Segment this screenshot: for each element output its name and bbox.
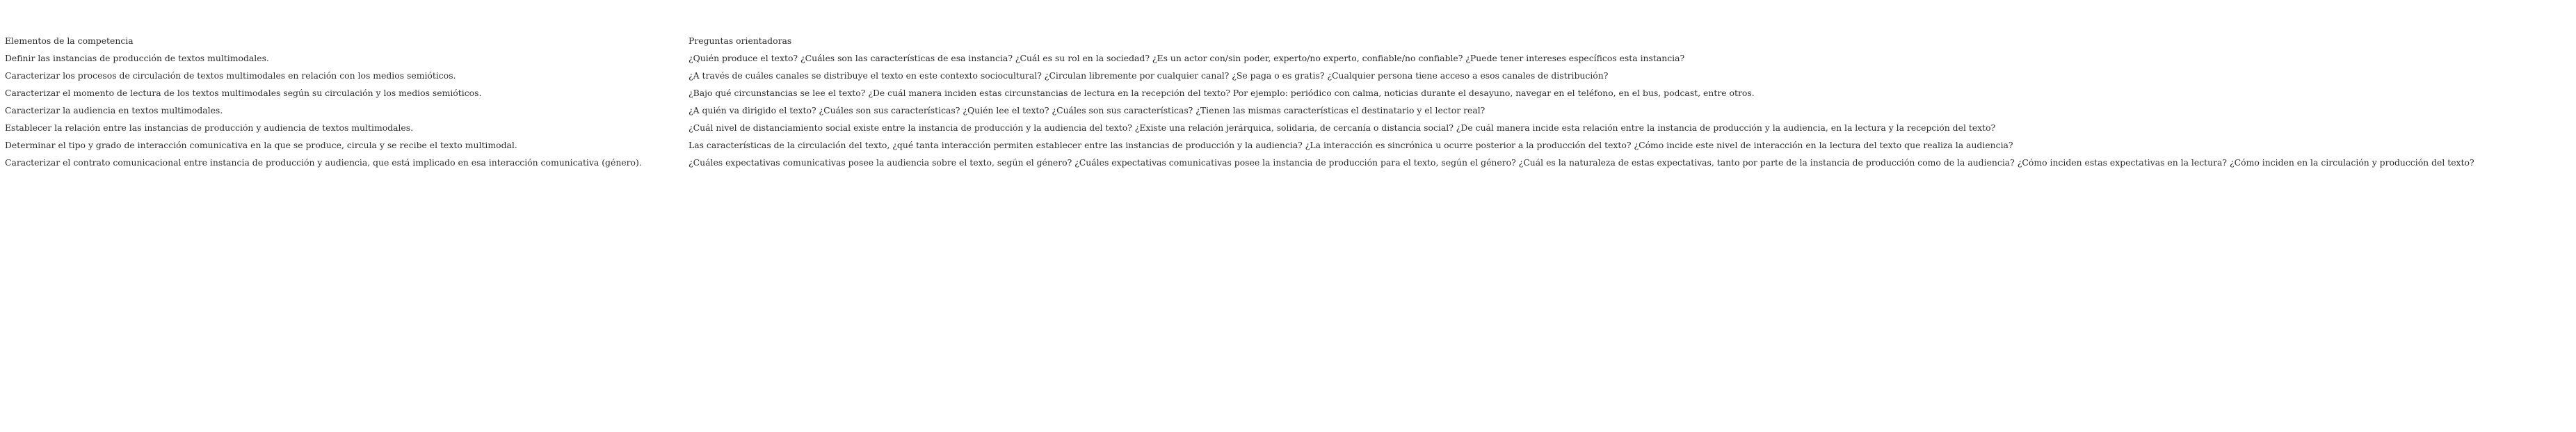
questions-cell: ¿Cuáles expectativas comunicativas posee la audiencia sobre el texto, según el género? ¿Cuáles expectativas comunicativas posee la instancia de producción para el texto, según el género? ¿Cuál es la naturaleza de estas expectativas, tanto por parte de la instancia de producción como de la audiencia? ¿Cómo inciden estas expectativas en la lectura? ¿Cómo inciden en la circulación y producción del texto? [689,157,2474,168]
table-row [5,102,2571,119]
element-cell: Caracterizar la audiencia en textos multimodales. [5,105,223,115]
table-row [5,119,2571,136]
header-preguntas: Preguntas orientadoras [689,35,792,46]
competencias-document [5,32,2571,171]
element-cell: Determinar el tipo y grado de interacción comunicativa en la que se produce, circula y se recibe el texto multimodal. [5,140,517,150]
header-elementos: Elementos de la competencia [5,35,134,46]
questions-cell: Las características de la circulación del texto, ¿qué tanta interacción permiten establecer entre las instancias de producción y la audiencia? ¿La interacción es sincrónica u ocurre posterior a la producción del texto? ¿Cómo incide este nivel de interacción en la lectura del texto que realiza la audiencia? [689,140,2013,150]
element-cell: Caracterizar los procesos de circulación de textos multimodales en relación con los medios semióticos. [5,70,456,81]
questions-cell: ¿A quién va dirigido el texto? ¿Cuáles son sus características? ¿Quién lee el texto? ¿Cuáles son sus características? ¿Tienen las mismas características el destinatario y el lector real? [689,105,1486,115]
table-row [5,49,2571,67]
table-row [5,154,2571,171]
table-row [5,67,2571,84]
questions-cell: ¿Cuál nivel de distanciamiento social existe entre la instancia de producción y la audiencia del texto? ¿Existe una relación jerárquica, solidaria, de cercanía o distancia social? ¿De cuál manera incide esta relación entre la instancia de producción y la audiencia, en la lectura y la recepción del texto? [689,122,1996,133]
competencias-table [5,32,2571,171]
table-row [5,84,2571,102]
element-cell: Caracterizar el contrato comunicacional entre instancia de producción y audiencia, que está implicado en esa interacción comunicativa (género). [5,157,642,168]
element-cell: Definir las instancias de producción de textos multimodales. [5,53,269,63]
element-cell: Establecer la relación entre las instancias de producción y audiencia de textos multimodales. [5,122,414,133]
questions-cell: ¿A través de cuáles canales se distribuye el texto en este contexto sociocultural? ¿Circulan libremente por cualquier canal? ¿Se paga o es gratis? ¿Cualquier persona tiene acceso a esos canales de distribución? [689,70,1609,81]
questions-cell: ¿Bajo qué circunstancias se lee el texto? ¿De cuál manera inciden estas circunstancias de lectura en la recepción del texto? Por ejemplo: periódico con calma, noticias durante el desayuno, navegar en el teléfono, en el bus, podcast, entre otros. [689,88,1755,98]
table-header-row [5,32,2571,49]
table-row [5,136,2571,154]
questions-cell: ¿Quién produce el texto? ¿Cuáles son las características de esa instancia? ¿Cuál es su rol en la sociedad? ¿Es un actor con/sin poder, experto/no experto, confiable/no confiable? ¿Puede tener intereses específicos esta instancia? [689,53,1685,63]
element-cell: Caracterizar el momento de lectura de los textos multimodales según su circulación y los medios semióticos. [5,88,482,98]
